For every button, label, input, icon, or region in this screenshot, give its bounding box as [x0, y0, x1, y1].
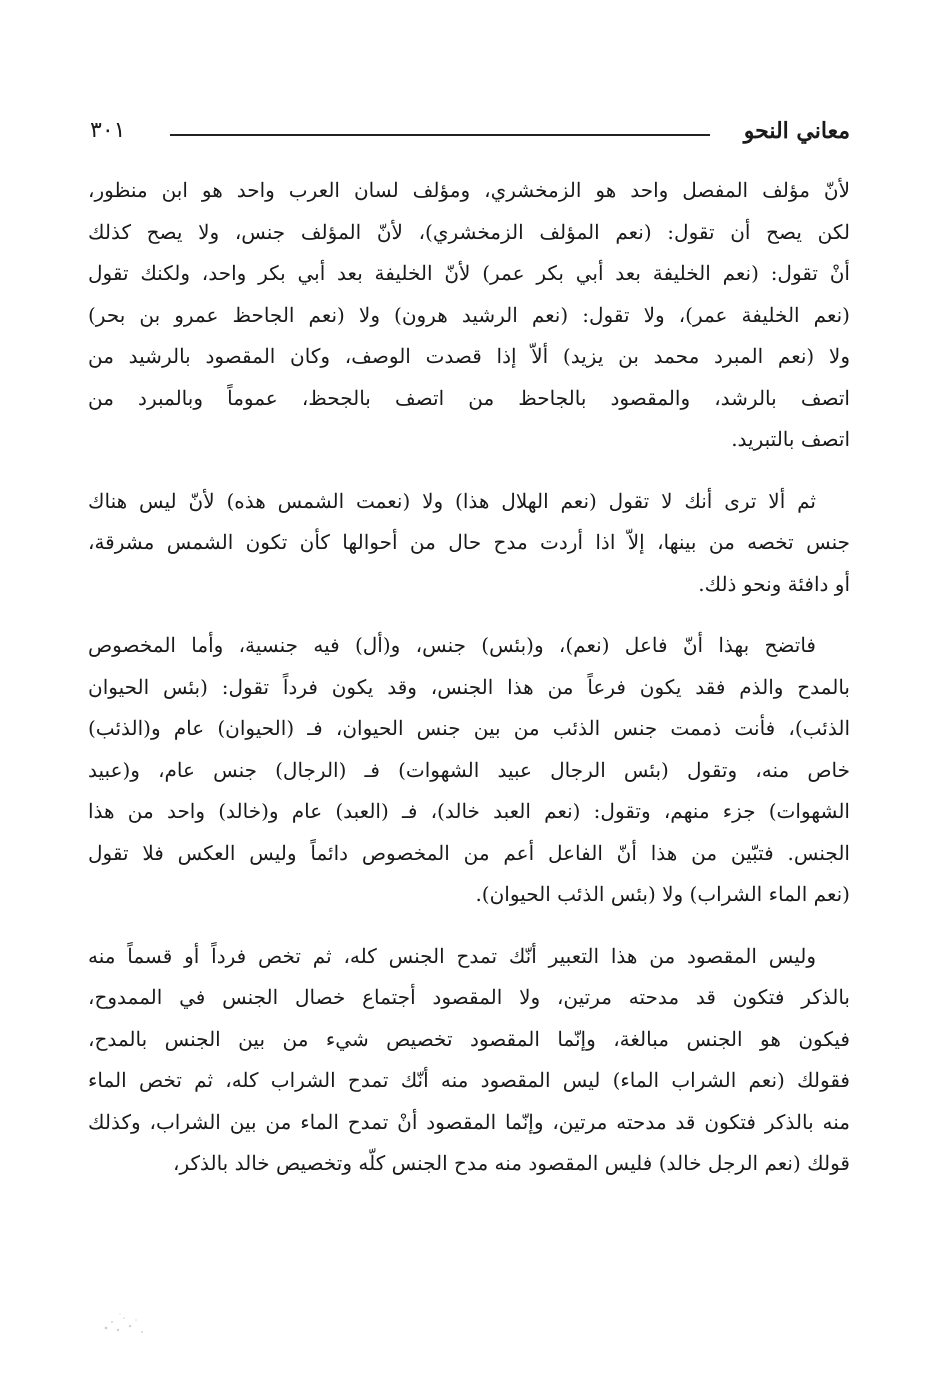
text-line: اتصف بالرشد، والمقصود بالجاحظ من اتصف بالجحظ، عموماً وبالمبرد من [88, 385, 850, 410]
text-line: منه بالذكر فتكون قد مدحته مرتين، وإنّما المقصود أنْ تمدح الماء من بين الشراب، وكذلك [88, 1109, 850, 1134]
text-line: (نعم الماء الشراب) ولا (بئس الذئب الحيوان). [475, 882, 850, 906]
running-header [90, 118, 850, 154]
text-line: أنْ تقول: (نعم الخليفة بعد أبي بكر عمر) لأنّ الخليفة بعد أبي بكر واحد، ولكنك تقول [88, 261, 850, 285]
scan-smudge [98, 1308, 150, 1338]
text-line: فقولك (نعم الشراب الماء) ليس المقصود منه أنّك تمدح الشراب كله، ثم تخص الماء [88, 1068, 850, 1092]
paragraph [88, 936, 850, 1185]
paragraph [88, 481, 850, 606]
text-line: بالمدح والذم فقد يكون فرعاً من هذا الجنس، وقد يكون فرداً تقول: (بئس الحيوان [88, 674, 850, 699]
text-line: الجنس. فتبّين من هذا أنّ الفاعل أعم من المخصوص دائماً وليس العكس فلا تقول [88, 840, 850, 865]
text-line: اتصف بالتبريد. [731, 427, 850, 451]
paragraph [88, 170, 850, 461]
text-line: لكن يصح أن تقول: (نعم المؤلف الزمخشري)، لأنّ المؤلف جنس، ولا يصح كذلك [88, 219, 850, 244]
paragraph [88, 625, 850, 916]
text-line: فاتضح بهذا أنّ فاعل (نعم)، و(بئس) جنس، و(أل) فيه جنسية، وأما المخصوص [88, 633, 816, 657]
text-line: بالذكر فتكون قد مدحته مرتين، ولا المقصود أجتماع خصال الجنس في الممدوح، [88, 985, 850, 1009]
book-title: معاني النحو [743, 118, 850, 144]
text-line: خاص منه، وتقول (بئس الرجال عبيد الشهوات) فـ (الرجال) جنس عام، و(عبيد [88, 757, 850, 782]
body-text [88, 170, 850, 1185]
text-line: وليس المقصود من هذا التعبير أنّك تمدح الجنس كله، ثم تخص فرداً أو قسماً منه [88, 943, 816, 968]
text-line: ثم ألا ترى أنك لا تقول (نعم الهلال هذا) ولا (نعمت الشمس هذه) لأنّ ليس هناك [88, 488, 816, 513]
text-line: لأنّ مؤلف المفصل واحد هو الزمخشري، ومؤلف لسان العرب واحد هو ابن منظور، [88, 178, 850, 202]
header-rule [170, 134, 710, 136]
text-line: ولا (نعم المبرد محمد بن يزيد) ألاّ إذا قصدت الوصف، وكان المقصود بالرشيد من [88, 344, 850, 368]
text-line: الذئب)، فأنت ذممت جنس الذئب من بين جنس الحيوان، فـ (الحيوان) عام و(الذئب) [88, 716, 850, 740]
text-line: الشهوات) جزء منهم، وتقول: (نعم العبد خالد)، فـ (العبد) عام و(خالد) واحد من هذا [88, 799, 850, 823]
text-line: قولك (نعم الرجل خالد) فليس المقصود منه مدح الجنس كلّه وتخصيص خالد بالذكر، [172, 1151, 850, 1175]
page-number: ٣٠١ [90, 118, 126, 143]
text-line: أو دافئة ونحو ذلك. [698, 571, 850, 596]
text-line: فيكون هو الجنس مبالغة، وإنّما المقصود تخصيص شيء من بين الجنس بالمدح، [88, 1026, 850, 1051]
text-line: جنس تخصه من بينها، إلاّ اذا أردت مدح حال من أحوالها كأن تكون الشمس مشرقة، [88, 530, 850, 554]
text-line: (نعم الخليفة عمر)، ولا تقول: (نعم الرشيد هرون) ولا (نعم الجاحظ عمرو بن بحر) [88, 302, 850, 327]
